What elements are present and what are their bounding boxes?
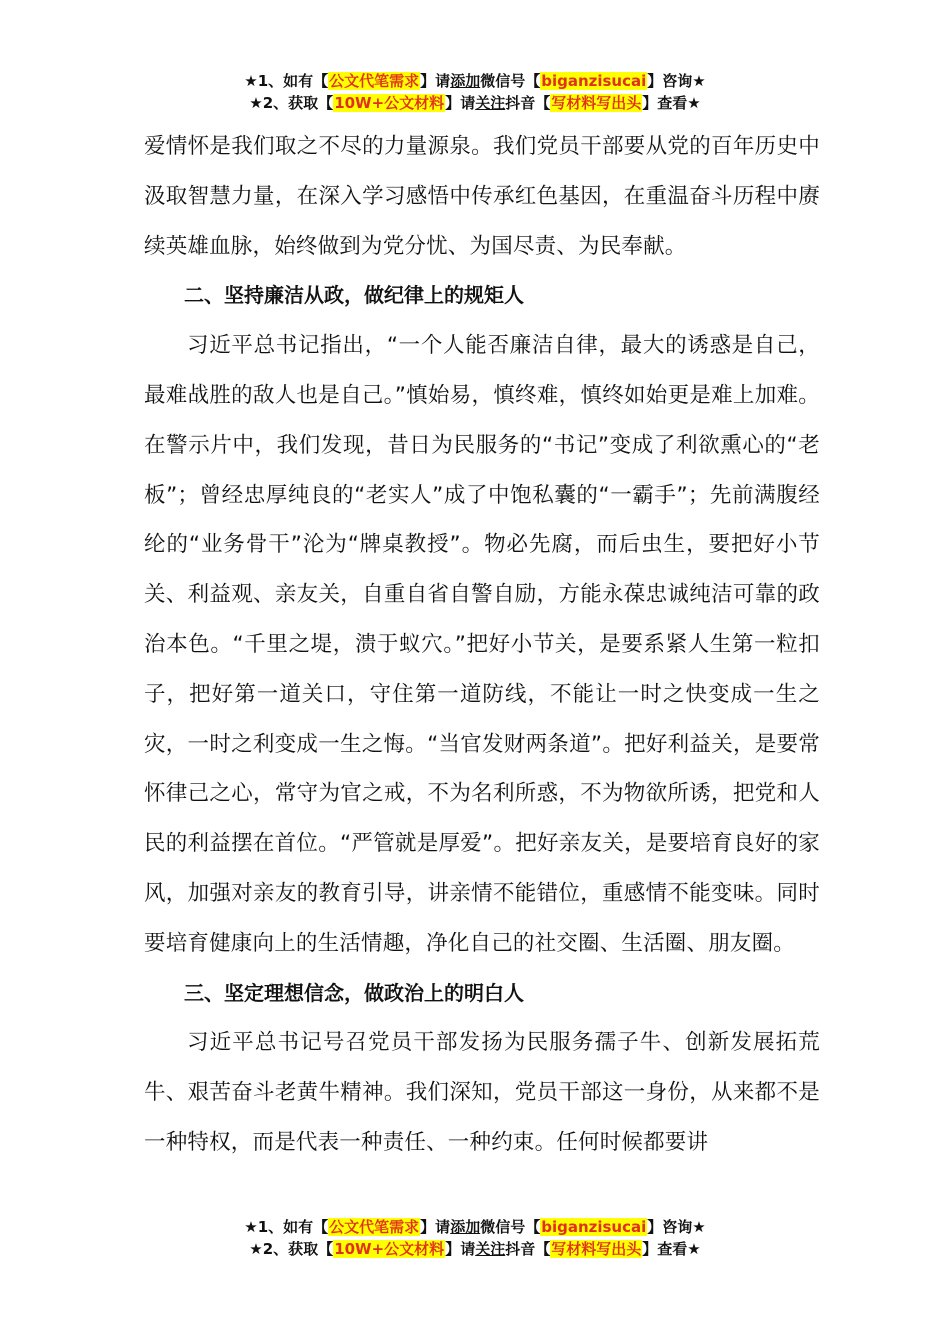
- banner-text: 微信号【: [480, 72, 541, 90]
- banner-line-1: [0, 1216, 950, 1238]
- banner-text: 抖音【: [505, 94, 551, 112]
- banner-text: 】咨询★: [647, 1218, 706, 1236]
- banner-text: 】请: [420, 1218, 451, 1236]
- section-heading-2: 二、坚持廉洁从政，做纪律上的规矩人: [184, 283, 524, 308]
- section-heading-3: 三、坚定理想信念，做政治上的明白人: [184, 980, 524, 1005]
- banner-text: 】咨询★: [647, 72, 706, 90]
- banner-highlight: biganzisucai: [541, 72, 647, 90]
- document-body: [144, 122, 820, 1168]
- banner-line-1: [0, 70, 950, 92]
- bottom-banner: [0, 1216, 950, 1260]
- banner-highlight: 公文代笔需求: [329, 1218, 420, 1236]
- banner-text: ★2、获取【: [249, 94, 334, 112]
- banner-highlight: 10W+公文材料: [334, 1240, 445, 1258]
- banner-line-2: [0, 92, 950, 114]
- banner-highlight: biganzisucai: [541, 1218, 647, 1236]
- banner-line-2: [0, 1238, 950, 1260]
- banner-underline: 关注: [475, 94, 506, 112]
- banner-underline: 添加: [450, 1218, 481, 1236]
- banner-text: 】请: [445, 94, 476, 112]
- banner-underline: 关注: [475, 1240, 506, 1258]
- banner-text: ★1、如有【: [244, 72, 329, 90]
- banner-highlight: 公文代笔需求: [329, 72, 420, 90]
- top-banner: [0, 70, 950, 114]
- banner-highlight: 写材料写出头: [551, 94, 642, 112]
- paragraph-2: 习近平总书记指出，“一个人能否廉洁自律，最大的诱惑是自己，最难战胜的敌人也是自己。”慎始易，慎终难，慎终如始更是难上加难。在警示片中，我们发现，昔日为民服务的“书记”变成了利欲熏心的“老板”；曾经忠厚纯良的“老实人”成了中饱私囊的“一霸手”；先前满腹经纶的“业务骨干”沦为“牌桌教授”。物必先腐，而后虫生，要把好小节关、利益观、亲友关，自重自省自警自励，方能永葆忠诚纯洁可靠的政治本色。“千里之堤，溃于蚁穴。”把好小节关，是要系紧人生第一粒扣子，把好第一道关口，守住第一道防线，不能让一时之快变成一生之灾，一时之利变成一生之悔。“当官发财两条道”。把好利益关，是要常怀律己之心，常守为官之戒，不为名利所惑，不为物欲所诱，把党和人民的利益摆在首位。“严管就是厚爱”。把好亲友关，是要培育良好的家风，加强对亲友的教育引导，讲亲情不能错位，重感情不能变味。同时要培育健康向上的生活情趣，净化自己的社交圈、生活圈、朋友圈。: [144, 333, 820, 956]
- paragraph-3: 习近平总书记号召党员干部发扬为民服务孺子牛、创新发展拓荒牛、艰苦奋斗老黄牛精神。我们深知，党员干部这一身份，从来都不是一种特权，而是代表一种责任、一种约束。任何时候都要讲: [144, 1030, 820, 1155]
- banner-text: 抖音【: [505, 1240, 551, 1258]
- banner-text: ★2、获取【: [249, 1240, 334, 1258]
- banner-underline: 添加: [450, 72, 481, 90]
- banner-text: 】请: [420, 72, 451, 90]
- banner-text: ★1、如有【: [244, 1218, 329, 1236]
- banner-text: 】查看★: [642, 94, 701, 112]
- banner-highlight: 写材料写出头: [551, 1240, 642, 1258]
- paragraph-1: 爱情怀是我们取之不尽的力量源泉。我们党员干部要从党的百年历史中汲取智慧力量，在深入学习感悟中传承红色基因，在重温奋斗历程中赓续英雄血脉，始终做到为党分忧、为国尽责、为民奉献。: [144, 134, 820, 259]
- banner-text: 微信号【: [480, 1218, 541, 1236]
- banner-text: 】查看★: [642, 1240, 701, 1258]
- banner-highlight: 10W+公文材料: [334, 94, 445, 112]
- banner-text: 】请: [445, 1240, 476, 1258]
